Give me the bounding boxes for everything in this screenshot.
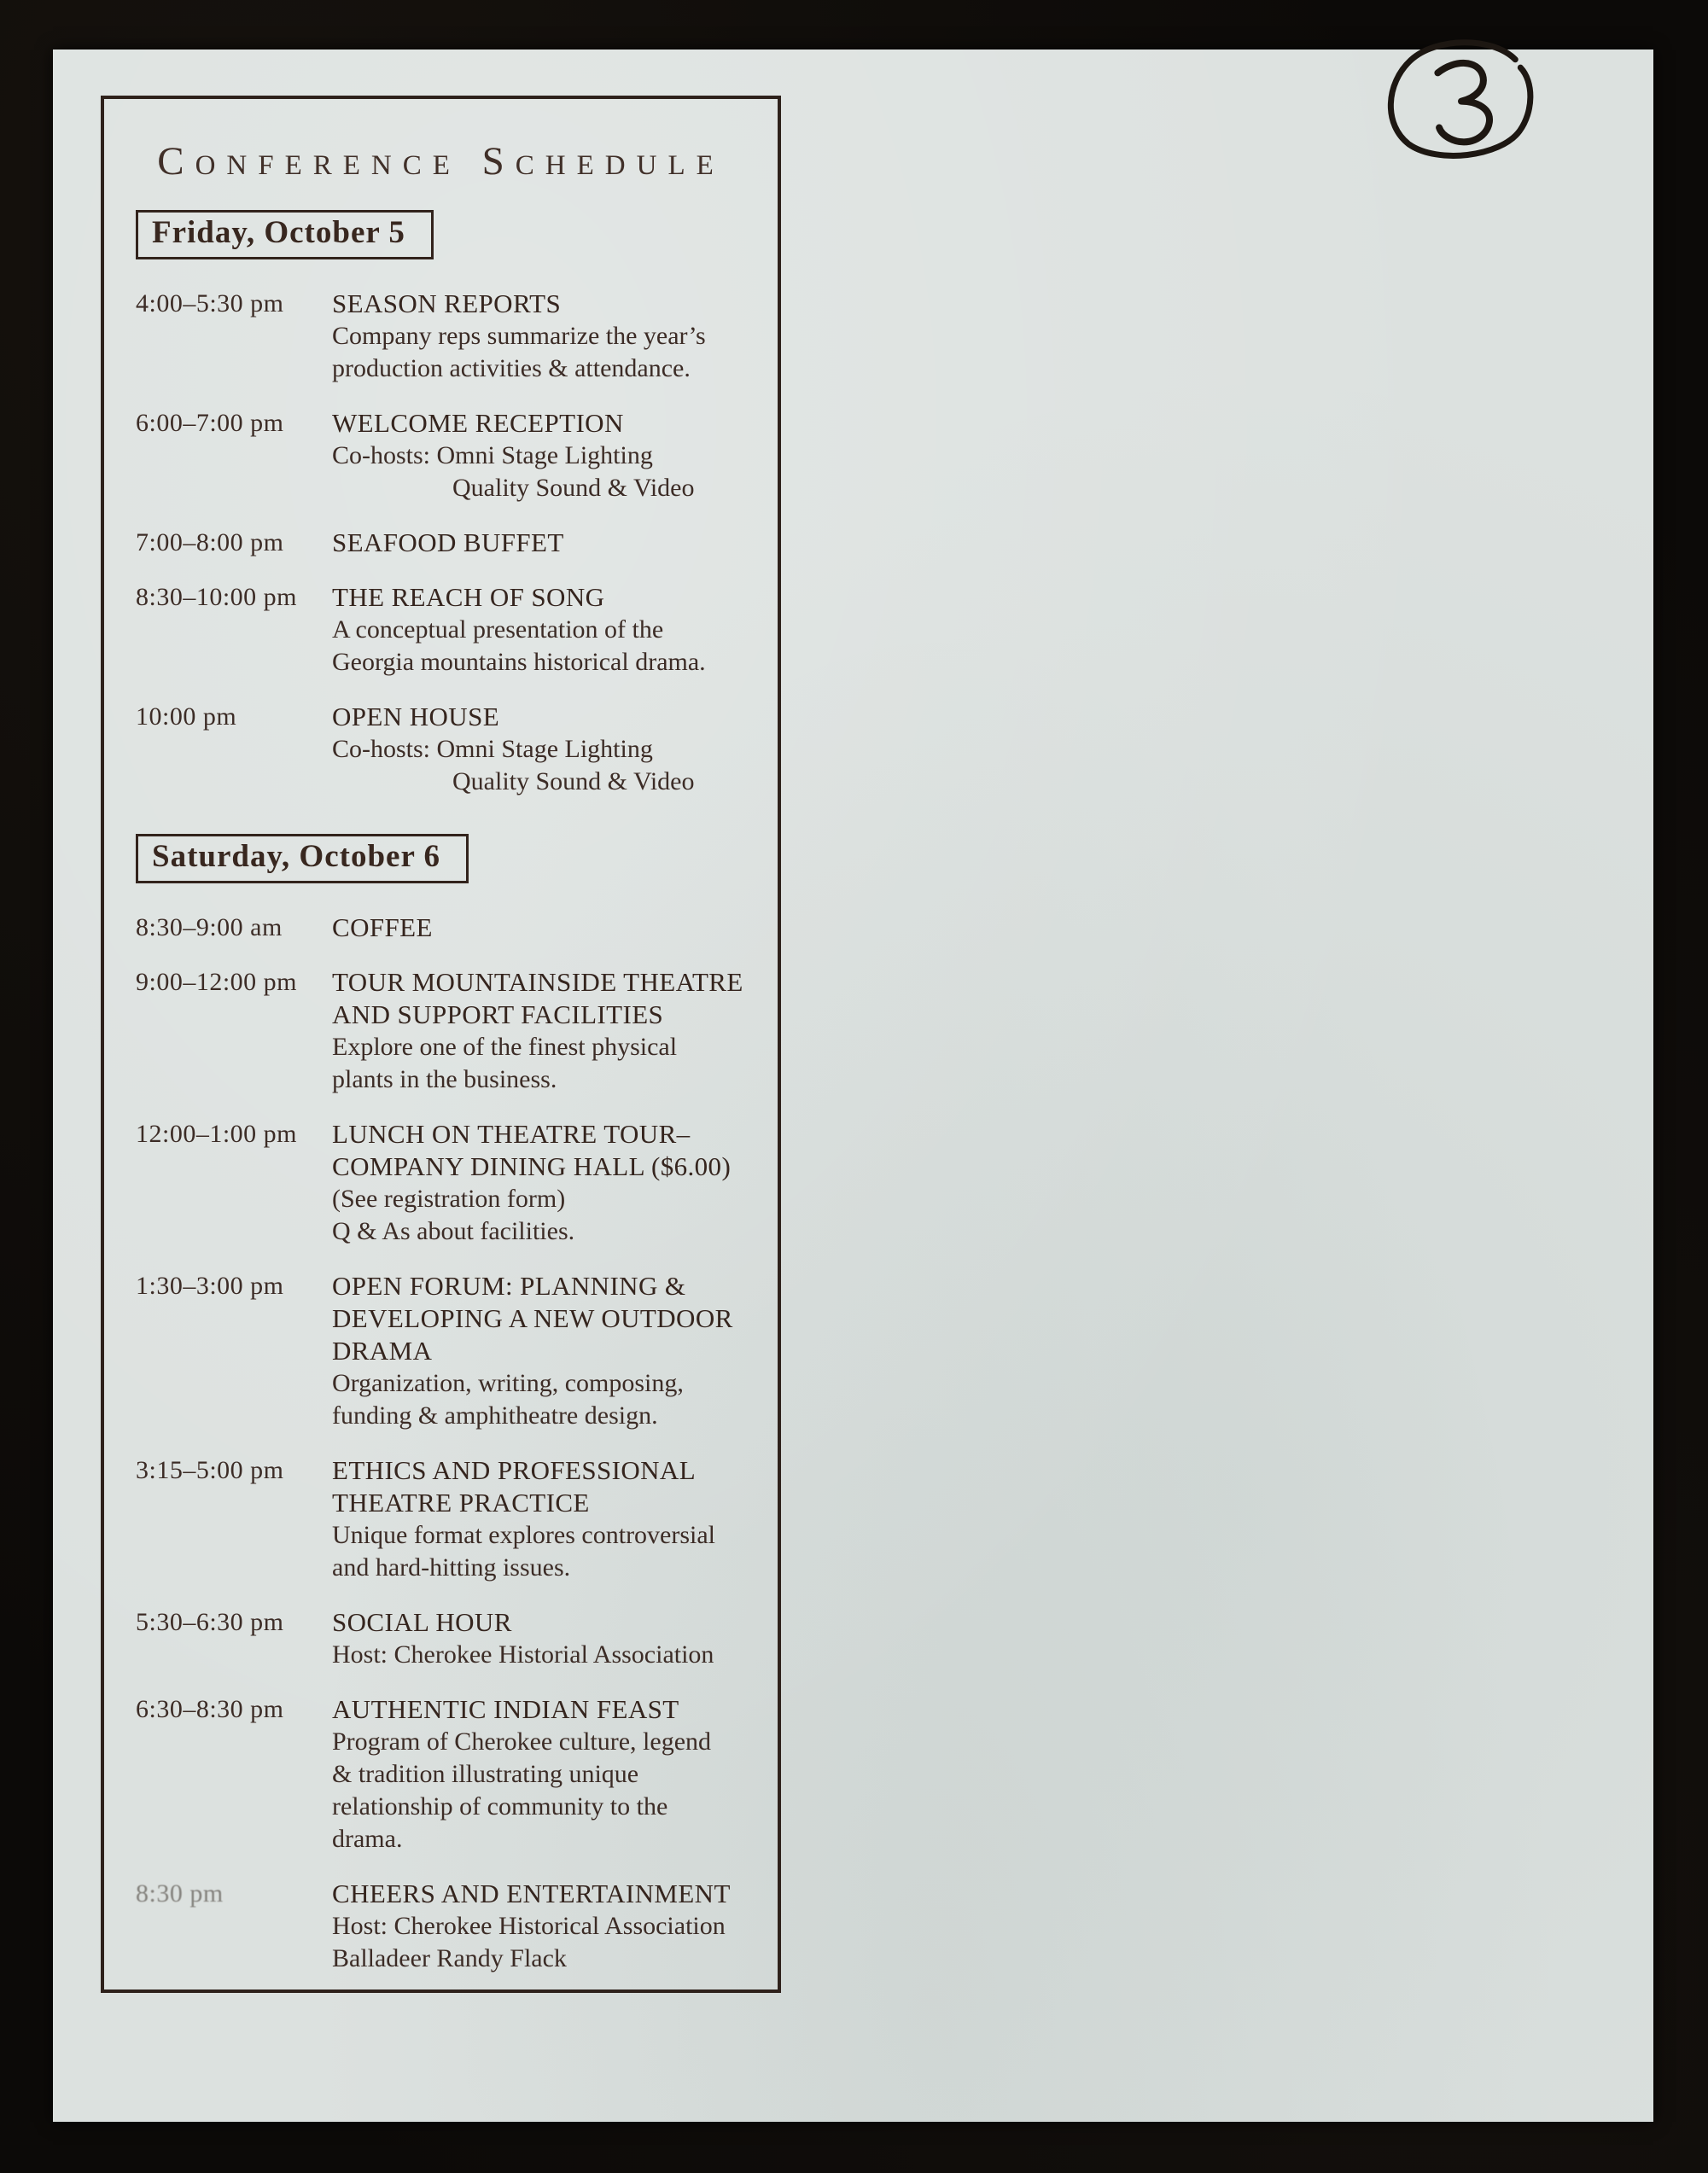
entry-description xyxy=(332,1454,715,1584)
schedule-entry xyxy=(104,527,778,559)
entry-description xyxy=(332,1118,731,1248)
entry-title-line: SEASON REPORTS xyxy=(332,288,562,318)
schedule-entry xyxy=(104,701,778,798)
entry-time: 7:00–8:00 pm xyxy=(136,528,284,556)
entry-description xyxy=(332,1878,731,1975)
entry-title-line: ETHICS AND PROFESSIONAL xyxy=(332,1455,697,1485)
schedule-entry xyxy=(104,1606,778,1671)
entry-title-line: THE REACH OF SONG xyxy=(332,582,605,612)
day-section xyxy=(104,210,778,798)
entry-title-line: OPEN FORUM: PLANNING & xyxy=(332,1271,686,1301)
entry-title-line: THEATRE PRACTICE xyxy=(332,1488,590,1518)
entry-title-line: CHEERS AND ENTERTAINMENT xyxy=(332,1879,731,1908)
entry-detail-line: A conceptual presentation of the xyxy=(332,615,664,644)
schedule-entry xyxy=(104,1118,778,1248)
entry-detail-line: and hard-hitting issues. xyxy=(332,1553,571,1582)
entry-detail-line: relationship of community to the xyxy=(332,1792,668,1821)
entry-detail-line: Balladeer Randy Flack xyxy=(332,1944,567,1972)
entry-detail-line: Organization, writing, composing, xyxy=(332,1369,684,1397)
day-header: Friday, October 5 xyxy=(136,210,434,259)
schedule-entry xyxy=(104,581,778,679)
entry-detail-line: drama. xyxy=(332,1825,403,1853)
entry-description xyxy=(332,288,706,385)
entry-time: 4:00–5:30 pm xyxy=(136,289,284,318)
schedule-entry xyxy=(104,1693,778,1855)
entry-detail-line: Program of Cherokee culture, legend xyxy=(332,1727,712,1756)
entry-detail-line: Co-hosts: Omni Stage Lighting xyxy=(332,441,653,469)
entry-title-line: SOCIAL HOUR xyxy=(332,1607,512,1637)
entry-detail-line: & tradition illustrating unique xyxy=(332,1760,639,1788)
entry-title-line: LUNCH ON THEATRE TOUR– xyxy=(332,1119,691,1149)
handwritten-page-number xyxy=(1381,32,1552,169)
entry-time: 8:30 pm xyxy=(136,1879,224,1908)
schedule-entry xyxy=(104,966,778,1096)
entry-detail-line: funding & amphitheatre design. xyxy=(332,1401,658,1430)
entry-title-line: TOUR MOUNTAINSIDE THEATRE xyxy=(332,967,743,997)
entry-time: 9:00–12:00 pm xyxy=(136,968,298,996)
entry-detail-line: Co-hosts: Omni Stage Lighting xyxy=(332,735,653,763)
entry-time: 6:30–8:30 pm xyxy=(136,1695,284,1723)
entry-time: 3:15–5:00 pm xyxy=(136,1456,284,1484)
entry-detail-line: Host: Cherokee Historial Association xyxy=(332,1640,714,1669)
entry-title-line: AUTHENTIC INDIAN FEAST xyxy=(332,1694,679,1724)
entry-time: 10:00 pm xyxy=(136,702,237,731)
entry-detail-line: Quality Sound & Video xyxy=(452,767,695,795)
entry-detail-line: Q & As about facilities. xyxy=(332,1217,575,1245)
schedule-days xyxy=(104,210,778,1975)
entry-time: 12:00–1:00 pm xyxy=(136,1120,298,1148)
entry-detail-line: Company reps summarize the year’s xyxy=(332,322,706,350)
schedule-entry xyxy=(104,407,778,504)
schedule-entry xyxy=(104,1270,778,1432)
entry-time: 8:30–10:00 pm xyxy=(136,583,298,611)
entry-time: 5:30–6:30 pm xyxy=(136,1608,284,1636)
numeral-3-stroke xyxy=(1433,61,1492,144)
entries-list xyxy=(104,912,778,1975)
entry-title-line: WELCOME RECEPTION xyxy=(332,408,624,438)
entry-description xyxy=(332,1606,714,1671)
day-section xyxy=(104,834,778,1975)
page-title: Conference Schedule xyxy=(157,139,725,184)
entry-title-line: COMPANY DINING HALL ($6.00) xyxy=(332,1151,732,1181)
schedule-entry xyxy=(104,912,778,944)
entry-detail-line: Unique format explores controversial xyxy=(332,1521,716,1549)
entry-detail-line: production activities & attendance. xyxy=(332,354,691,382)
entry-title-line: DRAMA xyxy=(332,1336,433,1366)
entry-time: 6:00–7:00 pm xyxy=(136,409,284,437)
entry-title-line: OPEN HOUSE xyxy=(332,702,500,731)
schedule-box xyxy=(101,96,781,1993)
schedule-entry xyxy=(104,1454,778,1584)
entry-detail-line: plants in the business. xyxy=(332,1065,557,1093)
entry-title-line: DEVELOPING A NEW OUTDOOR xyxy=(332,1303,733,1333)
entry-detail-line: Explore one of the finest physical xyxy=(332,1033,678,1061)
entry-description xyxy=(332,407,694,504)
entry-title-line: SEAFOOD BUFFET xyxy=(332,527,564,557)
entry-description xyxy=(332,966,743,1096)
entry-detail-line: (See registration form) xyxy=(332,1185,566,1213)
entry-detail-line: Host: Cherokee Historical Association xyxy=(332,1912,726,1940)
day-header: Saturday, October 6 xyxy=(136,834,469,883)
schedule-entry xyxy=(104,1878,778,1975)
entry-detail-line: Georgia mountains historical drama. xyxy=(332,648,706,676)
paper-sheet xyxy=(53,50,1653,2122)
entry-description xyxy=(332,527,564,559)
entry-description xyxy=(332,1693,711,1855)
entry-description xyxy=(332,1270,733,1432)
entry-time: 8:30–9:00 am xyxy=(136,913,283,941)
entries-list xyxy=(104,288,778,798)
entry-title-line: AND SUPPORT FACILITIES xyxy=(332,999,664,1029)
entry-description xyxy=(332,701,694,798)
entry-description xyxy=(332,912,433,944)
entry-title-line: COFFEE xyxy=(332,912,433,942)
schedule-entry xyxy=(104,288,778,385)
entry-detail-line: Quality Sound & Video xyxy=(452,474,695,502)
entry-description xyxy=(332,581,706,679)
entry-time: 1:30–3:00 pm xyxy=(136,1272,284,1300)
